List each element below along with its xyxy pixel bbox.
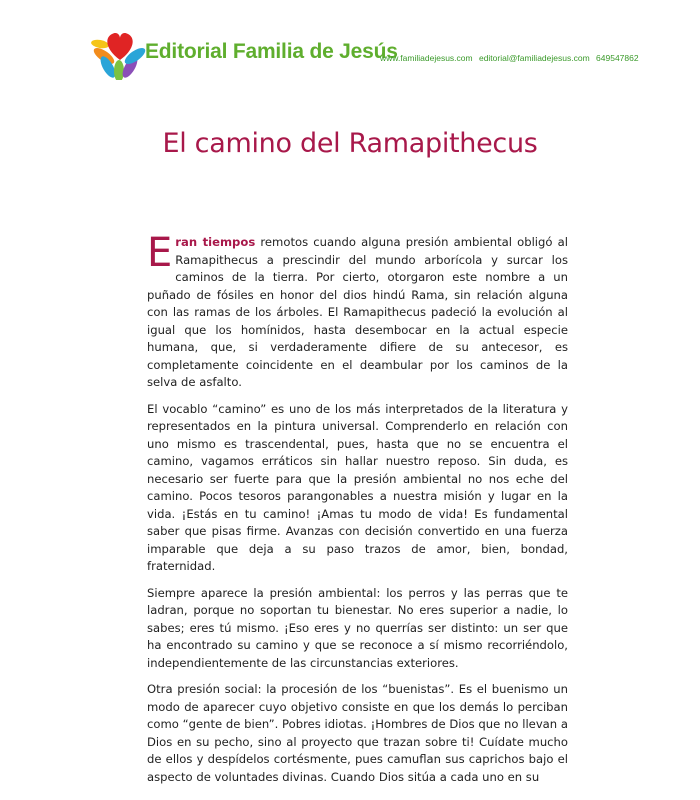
brand-name: Editorial Familia de Jesús [145,40,398,63]
lead-words: ran tiempos [175,235,256,249]
paragraph-2: El vocablo “camino” es uno de los más interpretados de la literatura y representados en la pintura universal. Comprenderlo en relación con uno mismo es trascendental, pues, hasta que no se encuentra el camino, vagamos erráticos sin hallar nuestro reposo. Sin duda, es necesario ser fuerte para que la presión ambiental no nos eche del camino. Pocos tesoros parangonables a nuestra misión y lugar en la vida. ¡Estás en tu camino! ¡Amas tu modo de vida! Es fundamental saber que pisas firme. Avanzas con decisión convertido en una fuerza imparable que deja a su paso trazos de amor, bien, bondad, fraternidad. [147,401,568,573]
article-title: El camino del Ramapithecus [162,128,538,159]
contact-info [380,53,643,63]
article-body [147,230,568,795]
paragraph-1-text: remotos cuando alguna presión ambiental obligó al Ramapithecus a prescindir del mundo arborícola y surcar los caminos de la tierra. Por cierto, otorgaron este nombre a un puñado de fósiles en honor del dios hindú Rama, sin relación alguna con las ramas de los árboles. El Ramapithecus padeció la evolución al igual que los homínidos, hasta desembocar en la actual especie humana, que, si verdaderamente difiere de su antecesor, es completamente coincidente en el deambular por los caminos de la selva de asfalto. [147,235,568,389]
email-link[interactable]: editorial@familiadejesus.com [478,53,590,63]
paragraph-4: Otra presión social: la procesión de los “buenistas”. Es el buenismo un modo de aparecer cuyo objetivo consiste en que los demás lo perciban como “gente de bien”. Pobres idiotas. ¡Hombres de Dios que no llevan a Dios en su pecho, sino al proyecto que trazan sobre ti! Cuídate mucho de ellos y despídelos cortésmente, pues camuflan sus caprichos bajo el aspecto de voluntades divinas. Cuando Dios sitúa a cada uno en su [147,682,568,784]
phone-number: 649547862 [596,53,639,63]
paragraph-1 [147,230,568,392]
paragraph-3: Siempre aparece la presión ambiental: los perros y las perras que te ladran, porque no soportan tu bienestar. No eres superior a nadie, lo sabes; eres tú mismo. ¡Eso eres y no querrías ser distinto: un ser que ha encontrado su camino y que se reconoce a sí mismo recorriéndolo, independientemente de las circunstancias exteriores. [147,585,568,670]
website-link[interactable]: www.familiadejesus.com [380,53,473,63]
heart-hands-logo-icon [90,20,150,80]
page-header [90,20,690,80]
drop-cap: E [147,230,173,276]
